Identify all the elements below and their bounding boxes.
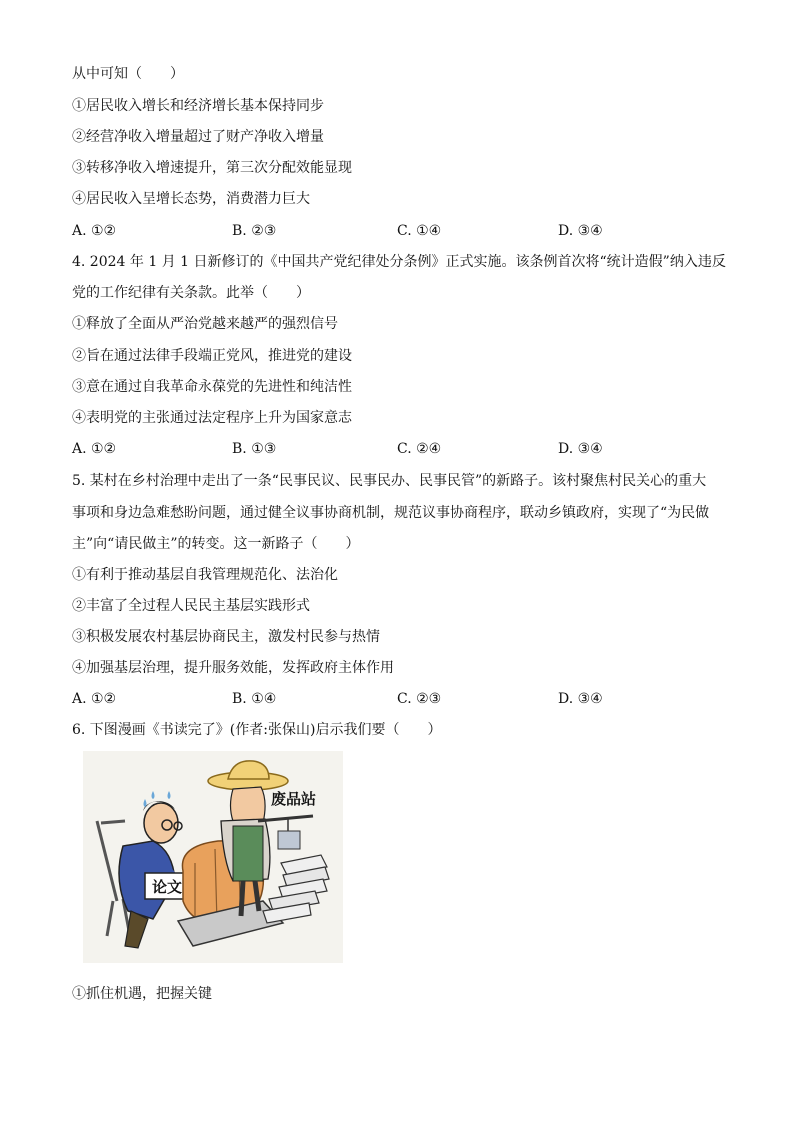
cartoon-drawing — [83, 751, 343, 963]
choice-d[interactable]: D. ③④ — [558, 691, 603, 707]
option-statement-2: ②丰富了全过程人民民主基层实践形式 — [72, 598, 310, 614]
question-4-stem: 4. 2024 年 1 月 1 日新修订的《中国共产党纪律处分条例》正式实施。该条例首次将“统计造假”纳入违反 — [72, 254, 726, 270]
choice-a[interactable]: A. ①② — [72, 441, 117, 457]
option-statement-1: ①释放了全面从严治党越来越严的强烈信号 — [72, 316, 338, 332]
option-statement-1: ①抓住机遇，把握关键 — [72, 986, 212, 1002]
choice-c[interactable]: C. ①④ — [397, 223, 442, 239]
choice-d[interactable]: D. ③④ — [558, 223, 603, 239]
choice-a[interactable]: A. ①② — [72, 691, 117, 707]
option-statement-3: ③转移净收入增速提升，第三次分配效能显现 — [72, 160, 352, 176]
question-5-stem-end: 主”向“请民做主”的转变。这一新路子（ ） — [72, 536, 360, 552]
option-statement-1: ①居民收入增长和经济增长基本保持同步 — [72, 98, 324, 114]
choice-c[interactable]: C. ②④ — [397, 441, 442, 457]
choice-b[interactable]: B. ①③ — [232, 441, 277, 457]
option-statement-1: ①有利于推动基层自我管理规范化、法治化 — [72, 567, 338, 583]
option-statement-3: ③积极发展农村基层协商民主，激发村民参与热情 — [72, 629, 380, 645]
question-5-stem-cont: 事项和身边急难愁盼问题，通过健全议事协商机制，规范议事协商程序，联动乡镇政府，实现了“为民做 — [72, 505, 710, 521]
option-statement-2: ②经营净收入增量超过了财产净收入增量 — [72, 129, 324, 145]
choice-b[interactable]: B. ①④ — [232, 691, 277, 707]
cartoon-illustration — [83, 751, 343, 963]
choice-b[interactable]: B. ②③ — [232, 223, 277, 239]
option-statement-2: ②旨在通过法律手段端正党风，推进党的建设 — [72, 348, 352, 364]
question-4-stem-cont: 党的工作纪律有关条款。此举（ ） — [72, 285, 310, 301]
option-statement-3: ③意在通过自我革命永葆党的先进性和纯洁性 — [72, 379, 352, 395]
paper-label: 论文 — [151, 880, 183, 896]
choice-d[interactable]: D. ③④ — [558, 441, 603, 457]
question-6-stem: 6. 下图漫画《书读完了》(作者:张保山)启示我们要（ ） — [72, 722, 442, 738]
question-3-stem-end: 从中可知（ ） — [72, 66, 184, 82]
choice-c[interactable]: C. ②③ — [397, 691, 442, 707]
option-statement-4: ④表明党的主张通过法定程序上升为国家意志 — [72, 410, 352, 426]
option-statement-4: ④居民收入呈增长态势，消费潜力巨大 — [72, 191, 310, 207]
choice-a[interactable]: A. ①② — [72, 223, 117, 239]
question-5-stem: 5. 某村在乡村治理中走出了一条“民事民议、民事民办、民事民管”的新路子。该村聚焦村民关心的重大 — [72, 473, 707, 489]
junk-station-sign: 废品站 — [271, 792, 317, 808]
option-statement-4: ④加强基层治理，提升服务效能，发挥政府主体作用 — [72, 660, 394, 676]
